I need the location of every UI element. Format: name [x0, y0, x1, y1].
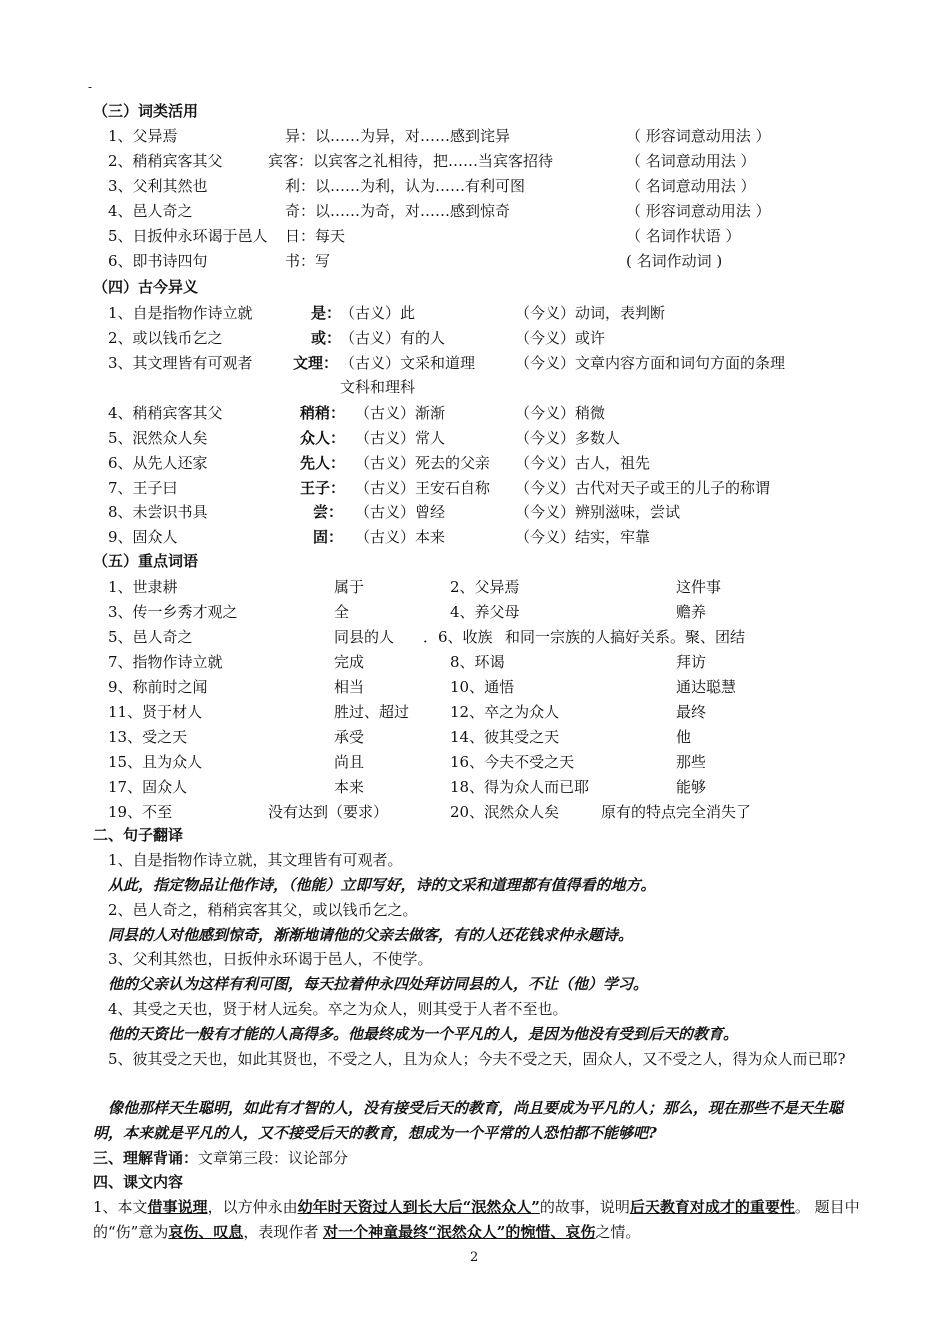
usage: （ 名词意动用法 ）	[626, 152, 756, 170]
word: 或：	[311, 329, 342, 347]
usage: （ 名词作状语 ）	[626, 227, 741, 245]
modern-meaning: （今义）多数人	[515, 429, 621, 447]
term: 18、得为众人而已耶	[450, 778, 590, 796]
list-item	[0, 327, 950, 352]
term-meaning: 最终	[676, 703, 707, 721]
page-number: 2	[470, 1250, 479, 1265]
list-item-continuation	[0, 376, 950, 401]
example: 9、固众人	[108, 528, 178, 546]
word: 稍稍：	[300, 404, 346, 422]
text: ，以方仲永由	[207, 1198, 298, 1216]
word: 王子：	[300, 479, 346, 497]
key-phrase: 对一个神童最终“泯然众人”的惋惜、哀伤	[323, 1223, 596, 1241]
translation-question: 4、其受之天也，贤于材人远矣。卒之为众人，则其受于人者不至也。	[108, 1000, 568, 1018]
section-title: 四、课文内容	[93, 1173, 184, 1191]
term-meaning: 完成	[334, 653, 365, 671]
list-item	[0, 150, 950, 175]
term: 13、受之天	[108, 728, 188, 746]
term: 20、泯然众人矣	[450, 803, 560, 821]
example: 5、泯然众人矣	[108, 429, 208, 447]
text: ，表现作者	[243, 1223, 324, 1241]
term-meaning: 尚且	[334, 753, 365, 771]
section-title: （三）词类活用	[93, 102, 199, 120]
term: ．6、收族	[423, 628, 493, 646]
word: 固：	[313, 528, 344, 546]
term: 9、称前时之闻	[108, 678, 208, 696]
usage: （ 名词意动用法 ）	[626, 177, 756, 195]
meaning: 宾客：以宾客之礼相待，把……当宾客招待	[268, 152, 554, 170]
key-phrase: 借事说理	[147, 1198, 208, 1216]
term: 14、彼其受之天	[450, 728, 560, 746]
meaning: 利：以……为利，认为……有利可图	[285, 177, 526, 195]
ancient-meaning: （古义）文采和道理	[340, 354, 476, 372]
example: 1、父异焉	[108, 127, 178, 145]
section-title: （四）古今异义	[93, 278, 199, 296]
ancient-meaning: （古义）渐渐	[355, 404, 446, 422]
term-meaning: 他	[676, 728, 692, 746]
term: 1、世隶耕	[108, 578, 178, 596]
example: 7、王子曰	[108, 479, 178, 497]
usage: （ 形容词意动用法 ）	[626, 202, 771, 220]
section-title: （五）重点词语	[93, 552, 199, 570]
translation-question: 5、彼其受之天也，如此其贤也，不受之人，且为众人；今夫不受之天，固众人，又不受之人，得为众人而已耶?	[108, 1050, 846, 1068]
word: 尝：	[313, 503, 344, 521]
term: 15、且为众人	[108, 753, 203, 771]
ancient-meaning: （古义）王安石自称	[355, 479, 491, 497]
list-item	[0, 651, 950, 676]
list-item	[0, 626, 950, 651]
section-heading	[0, 824, 950, 849]
term: 12、卒之为众人	[450, 703, 560, 721]
term: 5、邑人奇之	[108, 628, 193, 646]
list-item	[0, 175, 950, 200]
list-item	[0, 250, 950, 275]
term: 10、通悟	[450, 678, 515, 696]
term-meaning: 没有达到（要求）	[268, 803, 389, 821]
word: 是：	[311, 304, 342, 322]
term: 4、养父母	[450, 603, 520, 621]
key-phrase: 幼年时天资过人到长大后“泯然众人”	[297, 1198, 540, 1216]
ancient-meaning: （古义）曾经	[355, 503, 446, 521]
term: 8、环谒	[450, 653, 505, 671]
example: 2、稍稍宾客其父	[108, 152, 223, 170]
term-meaning: 通达聪慧	[676, 678, 737, 696]
term-meaning: 能够	[676, 778, 707, 796]
example: 3、其文理皆有可观者	[108, 354, 253, 372]
term-meaning: 承受	[334, 728, 365, 746]
term-meaning: 胜过、超过	[334, 703, 410, 721]
modern-meaning: （今义）稍微	[515, 404, 606, 422]
term-meaning: 相当	[334, 678, 365, 696]
term: 3、传一乡秀才观之	[108, 603, 238, 621]
translation-question: 2、邑人奇之，稍稍宾客其父，或以钱币乞之。	[108, 901, 418, 919]
list-item	[0, 225, 950, 250]
list-item	[0, 726, 950, 751]
usage: （ 形容词意动用法 ）	[626, 127, 771, 145]
translation-answer: 从此，指定物品让他作诗，（他能）立即写好，诗的文采和道理都有值得看的地方。	[108, 876, 656, 894]
modern-meaning: （今义）或许	[515, 329, 606, 347]
list-item	[0, 526, 950, 551]
list-item	[0, 801, 950, 826]
section-title: 二、句子翻译	[93, 826, 184, 844]
text: 的故事，说明	[539, 1198, 630, 1216]
ancient-meaning: （古义）有的人	[340, 329, 446, 347]
list-item	[0, 751, 950, 776]
usage: ( 名词作动词 )	[626, 252, 723, 270]
list-item	[0, 576, 950, 601]
example: 8、未尝识书具	[108, 503, 208, 521]
list-item	[0, 302, 950, 327]
translation-answer: 同县的人对他感到惊奇，渐渐地请他的父亲去做客，有的人还花钱求仲永题诗。	[108, 926, 634, 944]
translation-question: 1、自是指物作诗立就，其文理皆有可观者。	[108, 851, 403, 869]
section-heading	[0, 1171, 950, 1196]
modern-meaning: （今义）动词，表判断	[515, 304, 666, 322]
meaning: 日：每天	[285, 227, 346, 245]
term: 11、贤于材人	[108, 703, 203, 721]
word: 众人：	[300, 429, 346, 447]
meaning: 异：以……为异，对……感到诧异	[285, 127, 511, 145]
term-meaning: 赡养	[676, 603, 707, 621]
example: 2、或以钱币乞之	[108, 329, 223, 347]
term: 7、指物作诗立就	[108, 653, 223, 671]
content-paragraph	[93, 1195, 868, 1245]
text: 之情。	[595, 1223, 641, 1241]
key-phrase: 后天教育对成才的重要性	[629, 1198, 795, 1216]
modern-meaning: （今义）古代对天子或王的儿子的称谓	[515, 479, 771, 497]
term: 19、不至	[108, 803, 173, 821]
example: 3、父利其然也	[108, 177, 208, 195]
example: 6、从先人还家	[108, 454, 208, 472]
key-phrase: 哀伤、叹息	[168, 1223, 244, 1241]
term: 16、今夫不受之天	[450, 753, 575, 771]
term-meaning: 拜访	[676, 653, 707, 671]
ancient-meaning-extra: 文科和理科	[340, 378, 416, 396]
ancient-meaning: （古义）常人	[355, 429, 446, 447]
translation-answer: 他的天资比一般有才能的人高得多。他最终成为一个平凡的人，是因为他没有受到后天的教育。	[108, 1025, 739, 1043]
list-item	[0, 501, 950, 526]
ancient-meaning: （古义）死去的父亲	[355, 454, 491, 472]
section-heading	[0, 276, 950, 301]
list-item	[0, 452, 950, 477]
translation-answer: 他的父亲认为这样有利可图，每天拉着仲永四处拜访同县的人，不让（他）学习。	[108, 975, 649, 993]
example: 4、稍稍宾客其父	[108, 404, 223, 422]
section-heading	[0, 550, 950, 575]
section-heading	[0, 100, 950, 125]
modern-meaning: （今义）古人，祖先	[515, 454, 651, 472]
text: 1、本文	[93, 1198, 148, 1216]
top-mark: -	[88, 80, 93, 94]
term-meaning: 原有的特点完全消失了	[601, 803, 752, 821]
term-meaning: 和同一宗族的人搞好关系。聚、团结	[505, 628, 746, 646]
example: 5、日扳仲永环谒于邑人	[108, 227, 268, 245]
modern-meaning: （今义）文章内容方面和词句方面的条理	[515, 354, 786, 372]
list-item	[0, 402, 950, 427]
word: 先人：	[300, 454, 346, 472]
ancient-meaning: （古义）此	[340, 304, 416, 322]
list-item	[0, 701, 950, 726]
list-item	[0, 676, 950, 701]
translation-question: 3、父利其然也，日扳仲永环谒于邑人，不使学。	[108, 950, 433, 968]
section-title: 三、理解背诵：	[93, 1149, 199, 1167]
list-item	[0, 477, 950, 502]
term: 17、固众人	[108, 778, 188, 796]
word: 文理：	[293, 354, 339, 372]
term: 2、父异焉	[450, 578, 520, 596]
meaning: 书：写	[285, 252, 331, 270]
list-item	[0, 601, 950, 626]
term-meaning: 本来	[334, 778, 365, 796]
example: 4、邑人奇之	[108, 202, 193, 220]
term-meaning: 属于	[334, 578, 365, 596]
term-meaning: 那些	[676, 753, 707, 771]
list-item	[0, 352, 950, 377]
term-meaning: 全	[334, 603, 350, 621]
list-item	[0, 776, 950, 801]
recite-text: 文章第三段：议论部分	[198, 1149, 349, 1167]
meaning: 奇：以……为奇，对……感到惊奇	[285, 202, 511, 220]
ancient-meaning: （古义）本来	[355, 528, 446, 546]
list-item	[0, 125, 950, 150]
translation-answer: 像他那样天生聪明，如此有才智的人，没有接受后天的教育，尚且要成为平凡的人；那么，现在那些不是天生聪明，本来就是平凡的人，又不接受后天的教育，想成为一个平常的人恐怕都不能够吧?	[93, 1099, 844, 1142]
list-item	[0, 200, 950, 225]
term-meaning: 这件事	[676, 578, 722, 596]
example: 6、即书诗四句	[108, 252, 208, 270]
modern-meaning: （今义）辨别滋味，尝试	[515, 503, 681, 521]
text: 。 题目中的“伤”意为	[93, 1198, 860, 1241]
modern-meaning: （今义）结实，牢靠	[515, 528, 651, 546]
recite-line	[93, 1147, 348, 1168]
section-heading	[0, 1147, 950, 1172]
term-meaning: 同县的人	[334, 628, 395, 646]
example: 1、自是指物作诗立就	[108, 304, 253, 322]
list-item	[0, 427, 950, 452]
